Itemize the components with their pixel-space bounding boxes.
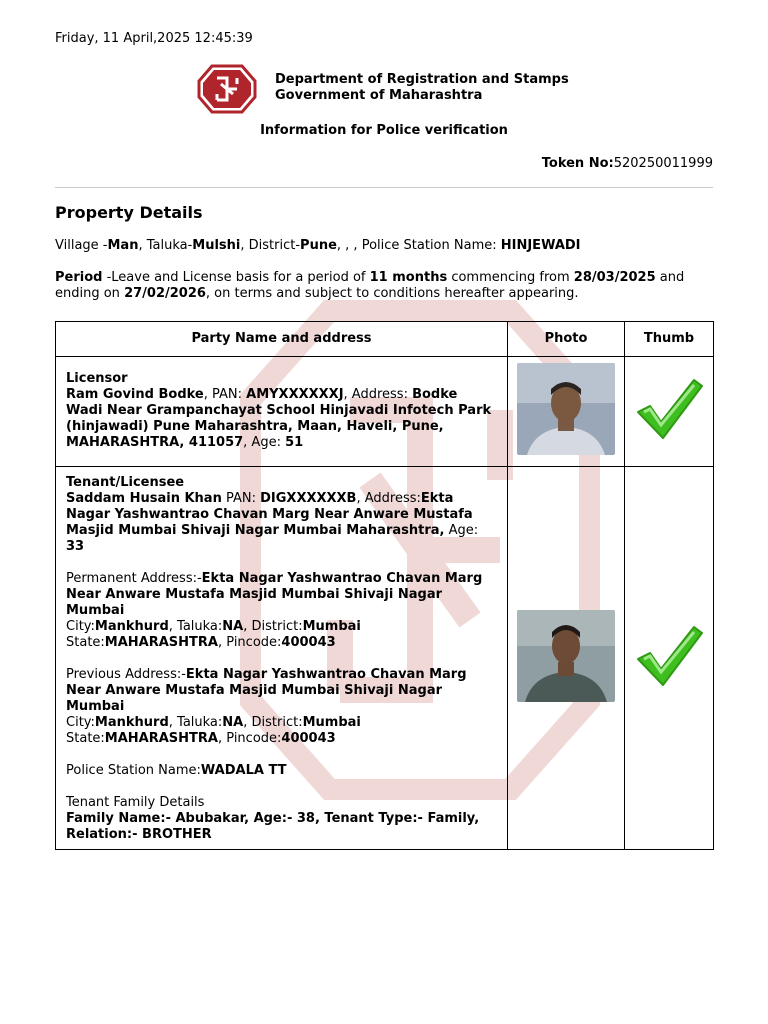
tenant-address-label: , Address:	[356, 491, 421, 506]
prev-city: Mankhurd	[94, 715, 169, 730]
district-label: , District-	[240, 238, 301, 253]
licensor-pan-label: , PAN:	[203, 387, 247, 402]
licensor-photo	[517, 363, 615, 455]
period-text: -Leave and License basis for a period of	[102, 270, 370, 285]
tenant-name: Saddam Husain Khan	[66, 491, 222, 506]
period-paragraph	[55, 270, 715, 302]
tenant-details	[56, 467, 508, 850]
token-number	[542, 156, 713, 172]
prev-district: Mumbai	[302, 715, 361, 730]
prev-taluka: NA	[222, 715, 244, 730]
dept-line-1: Department of Registration and Stamps	[275, 72, 569, 87]
licensor-address-label: , Address:	[343, 387, 413, 402]
perm-city-label: City:	[66, 619, 95, 634]
tenant-thumb-cell	[625, 467, 714, 850]
perm-taluka: NA	[222, 619, 244, 634]
district-value: Pune	[300, 238, 337, 253]
tenant-pan-label: PAN:	[221, 491, 261, 506]
perm-taluka-label: , Taluka:	[168, 619, 223, 634]
licensor-thumb-check-icon	[634, 376, 704, 442]
village-value: Man	[107, 238, 139, 253]
period-end: 27/02/2026	[124, 286, 206, 301]
taluka-label: , Taluka-	[138, 238, 193, 253]
tenant-thumb-check-icon	[634, 623, 704, 689]
police-station-label: Police Station Name:	[66, 763, 201, 778]
party-table	[55, 321, 713, 842]
header-thumb: Thumb	[625, 322, 714, 357]
perm-district-label: , District:	[243, 619, 303, 634]
prev-pincode: 400043	[281, 731, 336, 746]
tenant-age: 33	[66, 539, 85, 554]
token-value: 520250011999	[613, 156, 713, 171]
perm-pincode: 400043	[281, 635, 336, 650]
licensor-age: 51	[285, 435, 304, 450]
location-line	[55, 238, 581, 254]
table-header-row	[56, 322, 714, 357]
licensor-pan: AMYXXXXXXJ	[246, 387, 344, 402]
licensor-role: Licensor	[66, 371, 128, 386]
perm-state: MAHARASHTRA	[104, 635, 218, 650]
period-label: Period	[55, 270, 103, 285]
licensor-age-label: , Age:	[243, 435, 286, 450]
tenant-pan: DIGXXXXXXB	[260, 491, 357, 506]
prev-district-label: , District:	[243, 715, 303, 730]
licensor-photo-cell	[508, 357, 625, 467]
prev-city-label: City:	[66, 715, 95, 730]
prev-state-label: State:	[66, 731, 105, 746]
period-text: commencing from	[447, 270, 574, 285]
prev-taluka-label: , Taluka:	[168, 715, 223, 730]
perm-district: Mumbai	[302, 619, 361, 634]
family-details-label: Tenant Family Details	[66, 795, 205, 810]
previous-address-label: Previous Address:-	[66, 667, 186, 682]
prev-state: MAHARASHTRA	[104, 731, 218, 746]
tenant-photo	[517, 610, 615, 702]
tenant-age-label: Age:	[444, 523, 479, 538]
licensor-address: Bodke Wadi Near Grampanchayat School Hinjavadi Infotech Park (hinjawadi) Pune Maharashtra, Maan, Haveli, Pune, MAHARASHTRA, 411057	[66, 387, 492, 450]
licensor-details	[56, 357, 508, 467]
permanent-address: Ekta Nagar Yashwantrao Chavan Marg Near Anware Mustafa Masjid Mumbai Shivaji Nagar Mumbai	[66, 571, 483, 618]
document-subtitle: Information for Police verification	[260, 123, 508, 138]
period-start: 28/03/2025	[573, 270, 656, 285]
period-text: and ending on	[55, 270, 685, 301]
family-details: Family Name:- Abubakar, Age:- 38, Tenant Type:- Family, Relation:- BROTHER	[66, 811, 480, 842]
tenant-role: Tenant/Licensee	[66, 475, 185, 490]
station-value: HINJEWADI	[500, 238, 581, 253]
licensor-name: Ram Govind Bodke	[66, 387, 204, 402]
table-row-licensor	[56, 357, 714, 467]
token-label: Token No:	[541, 156, 614, 171]
header-party: Party Name and address	[56, 322, 508, 357]
dept-line-2: Government of Maharashtra	[275, 88, 483, 103]
taluka-value: Mulshi	[192, 238, 241, 253]
table-row-tenant	[56, 467, 714, 850]
previous-address: Ekta Nagar Yashwantrao Chavan Marg Near Anware Mustafa Masjid Mumbai Shivaji Nagar Mumbai	[66, 667, 467, 714]
village-label: Village -	[55, 238, 108, 253]
perm-pin-label: , Pincode:	[218, 635, 282, 650]
print-timestamp: Friday, 11 April,2025 12:45:39	[55, 31, 253, 46]
section-title: Property Details	[55, 203, 203, 222]
police-station: WADALA TT	[200, 763, 287, 778]
licensor-thumb-cell	[625, 357, 714, 467]
station-label: , , , Police Station Name:	[336, 238, 501, 253]
perm-state-label: State:	[66, 635, 105, 650]
header-divider	[55, 187, 713, 188]
header-photo: Photo	[508, 322, 625, 357]
department-logo-icon	[197, 64, 257, 114]
period-text: , on terms and subject to conditions hereafter appearing.	[205, 286, 579, 301]
permanent-address-label: Permanent Address:-	[66, 571, 202, 586]
period-duration: 11 months	[369, 270, 448, 285]
tenant-address: Ekta Nagar Yashwantrao Chavan Marg Near Anware Mustafa Masjid Mumbai Shivaji Nagar Mumbai Maharashtra,	[66, 491, 473, 538]
perm-city: Mankhurd	[94, 619, 169, 634]
prev-pin-label: , Pincode:	[218, 731, 282, 746]
tenant-photo-cell	[508, 467, 625, 850]
department-heading	[275, 72, 569, 104]
